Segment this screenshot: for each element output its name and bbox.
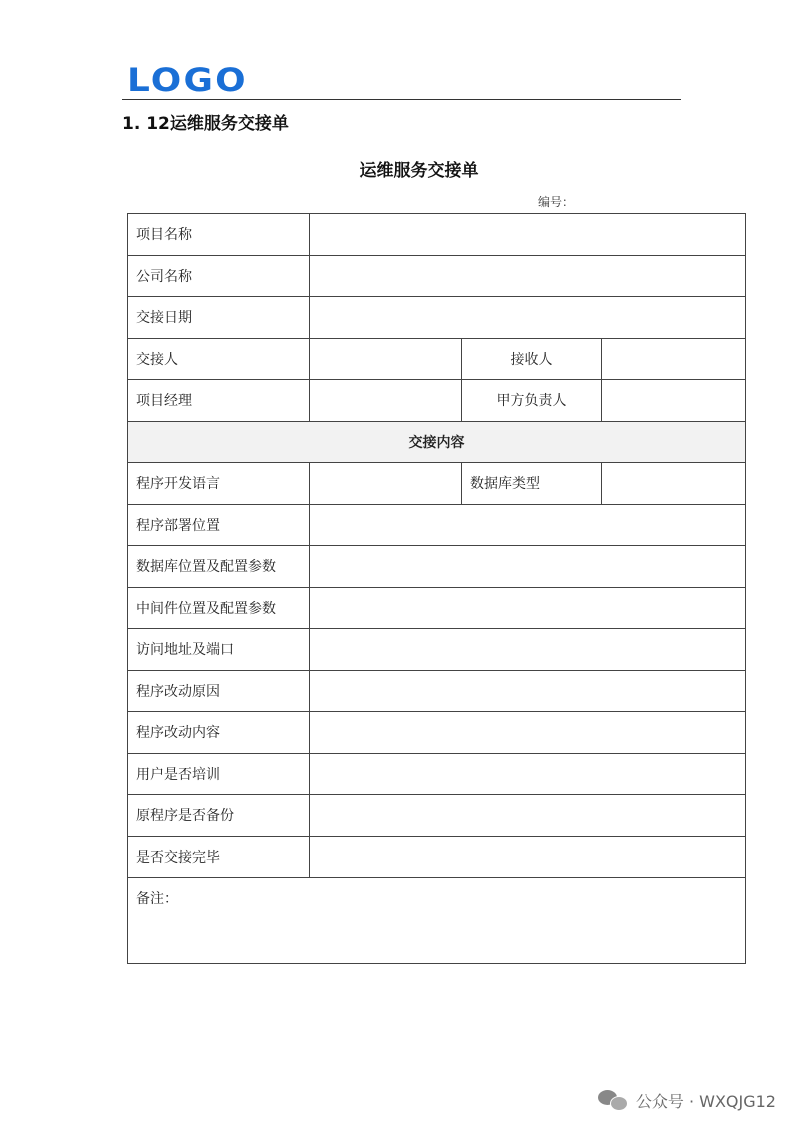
logo: LOGO bbox=[127, 61, 248, 99]
field-client-lead[interactable] bbox=[602, 380, 746, 422]
label-user-trained: 用户是否培训 bbox=[128, 753, 310, 795]
label-dev-language: 程序开发语言 bbox=[128, 463, 310, 505]
label-deploy-location: 程序部署位置 bbox=[128, 504, 310, 546]
label-receiver: 接收人 bbox=[462, 338, 602, 380]
label-change-content: 程序改动内容 bbox=[128, 712, 310, 754]
wechat-icon bbox=[598, 1088, 628, 1112]
field-project-name[interactable] bbox=[310, 214, 746, 256]
document-title: 运维服务交接单 bbox=[359, 161, 479, 181]
row-project-manager bbox=[128, 380, 746, 422]
field-db-type[interactable] bbox=[602, 463, 746, 505]
row-section-title bbox=[128, 421, 746, 463]
field-user-trained[interactable] bbox=[310, 753, 746, 795]
label-handover-date: 交接日期 bbox=[128, 297, 310, 339]
field-original-backup[interactable] bbox=[310, 795, 746, 837]
label-original-backup: 原程序是否备份 bbox=[128, 795, 310, 837]
row-handover-date bbox=[128, 297, 746, 339]
row-original-backup bbox=[128, 795, 746, 837]
label-company-name: 公司名称 bbox=[128, 255, 310, 297]
document-number-label: 编号： bbox=[538, 195, 575, 209]
row-remarks bbox=[128, 878, 746, 964]
field-change-reason[interactable] bbox=[310, 670, 746, 712]
field-remarks[interactable]: 备注： bbox=[128, 878, 746, 964]
row-change-reason bbox=[128, 670, 746, 712]
row-dev-language bbox=[128, 463, 746, 505]
row-user-trained bbox=[128, 753, 746, 795]
row-handover-complete bbox=[128, 836, 746, 878]
label-client-lead: 甲方负责人 bbox=[462, 380, 602, 422]
row-change-content bbox=[128, 712, 746, 754]
label-project-name: 项目名称 bbox=[128, 214, 310, 256]
field-handover-date[interactable] bbox=[310, 297, 746, 339]
label-db-location-config: 数据库位置及配置参数 bbox=[128, 546, 310, 588]
section-title-handover-content: 交接内容 bbox=[128, 421, 746, 463]
watermark bbox=[598, 1088, 776, 1112]
field-company-name[interactable] bbox=[310, 255, 746, 297]
section-heading: 1. 12运维服务交接单 bbox=[122, 114, 289, 134]
watermark-text: 公众号 · WXQJG12 bbox=[635, 1091, 776, 1111]
label-handover-complete: 是否交接完毕 bbox=[128, 836, 310, 878]
header-rule bbox=[122, 99, 681, 100]
label-access-address-port: 访问地址及端口 bbox=[128, 629, 310, 671]
field-dev-language[interactable] bbox=[310, 463, 462, 505]
field-handover-person[interactable] bbox=[310, 338, 462, 380]
field-receiver[interactable] bbox=[602, 338, 746, 380]
label-db-type: 数据库类型 bbox=[462, 463, 602, 505]
row-project-name bbox=[128, 214, 746, 256]
label-handover-person: 交接人 bbox=[128, 338, 310, 380]
field-handover-complete[interactable] bbox=[310, 836, 746, 878]
row-access-address-port bbox=[128, 629, 746, 671]
label-change-reason: 程序改动原因 bbox=[128, 670, 310, 712]
label-project-manager: 项目经理 bbox=[128, 380, 310, 422]
row-deploy-location bbox=[128, 504, 746, 546]
label-middleware-location-config: 中间件位置及配置参数 bbox=[128, 587, 310, 629]
field-db-location-config[interactable] bbox=[310, 546, 746, 588]
field-middleware-location-config[interactable] bbox=[310, 587, 746, 629]
row-company-name bbox=[128, 255, 746, 297]
field-access-address-port[interactable] bbox=[310, 629, 746, 671]
field-change-content[interactable] bbox=[310, 712, 746, 754]
row-db-location-config bbox=[128, 546, 746, 588]
handover-form-table bbox=[127, 213, 746, 964]
field-project-manager[interactable] bbox=[310, 380, 462, 422]
row-middleware-location-config bbox=[128, 587, 746, 629]
field-deploy-location[interactable] bbox=[310, 504, 746, 546]
row-handover-person bbox=[128, 338, 746, 380]
